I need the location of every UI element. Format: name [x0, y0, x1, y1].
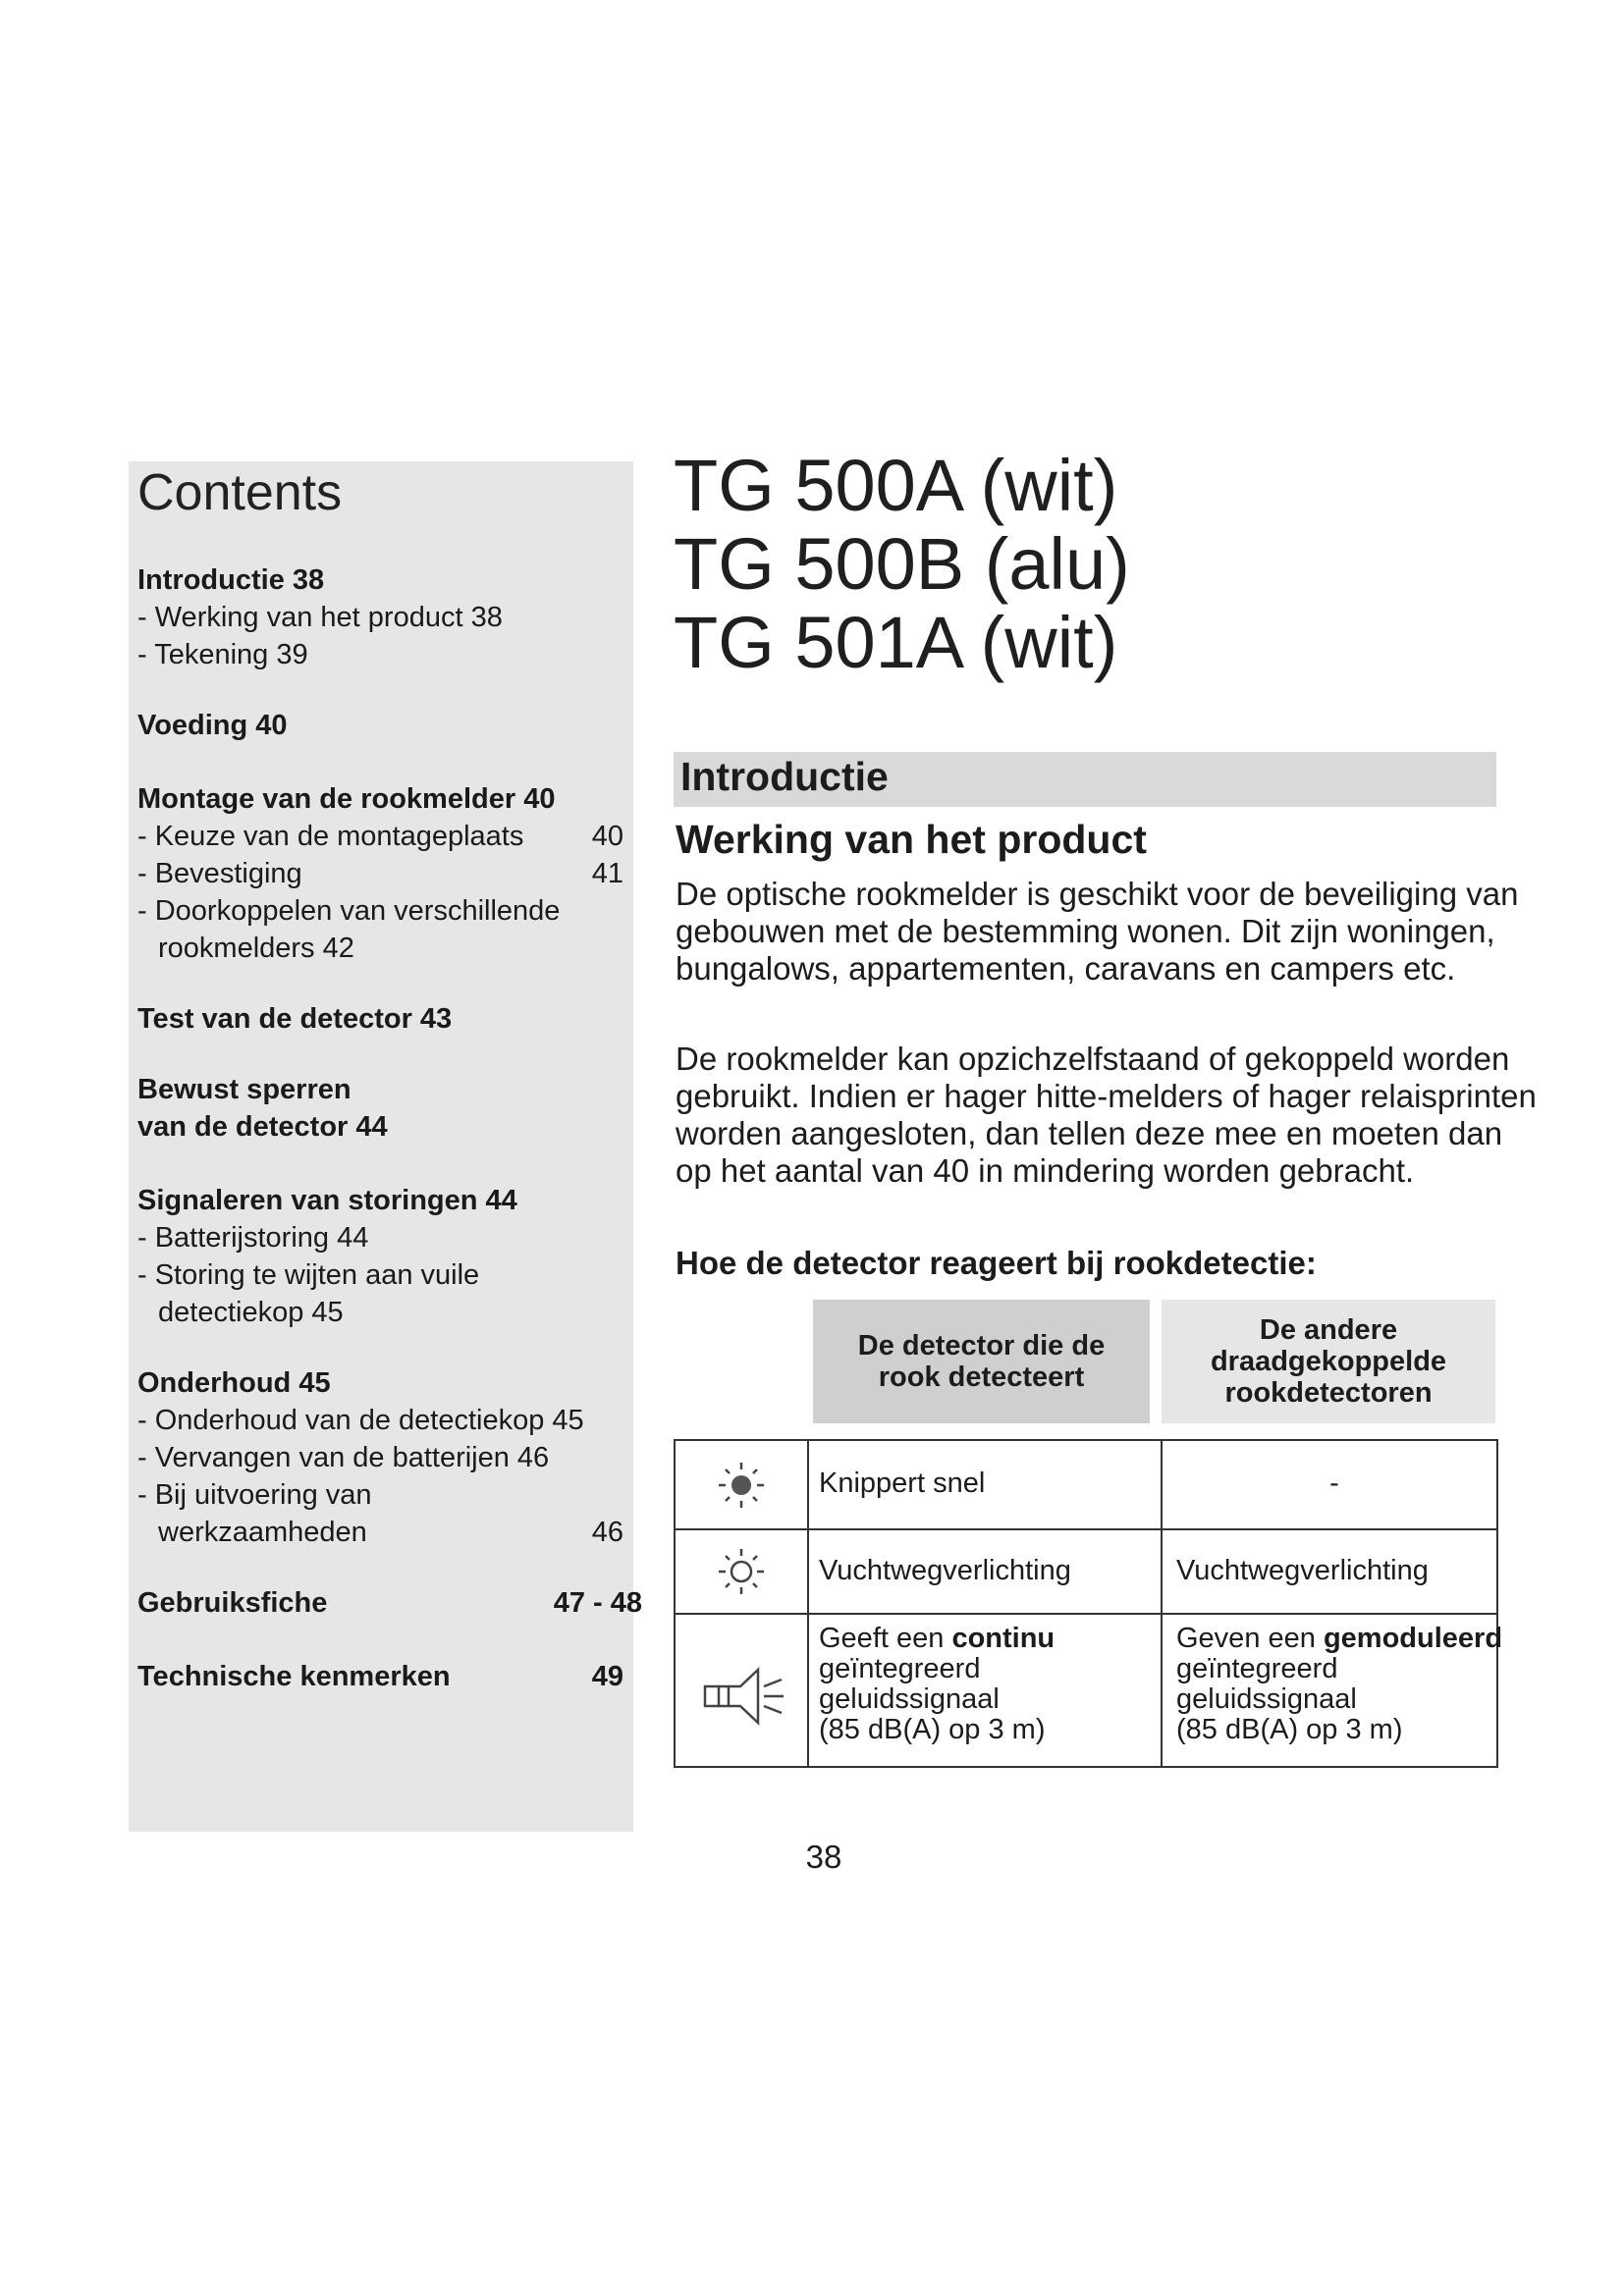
- subheading-werking: Werking van het product: [676, 817, 1147, 862]
- title-line: TG 500A (wit): [674, 445, 1118, 526]
- product-title: [674, 447, 1130, 682]
- toc-section-technische: [137, 1658, 623, 1695]
- table-cell: -: [1329, 1468, 1339, 1499]
- table-cell: Knippert snel: [819, 1468, 986, 1499]
- subheading-reaction: Hoe de detector reageert bij rookdetectie:: [676, 1245, 1317, 1281]
- toc-page: 40: [591, 821, 623, 852]
- section-band-introductie: [674, 752, 1496, 807]
- toc-heading[interactable]: Onderhoud 45: [137, 1367, 331, 1399]
- table-cell: Geven een gemoduleerd geïntegreerd geluidssignaal (85 dB(A) op 3 m): [1176, 1623, 1503, 1745]
- toc-page: 46: [591, 1517, 623, 1548]
- toc-heading[interactable]: van de detector 44: [137, 1111, 388, 1143]
- toc-page: 41: [591, 858, 623, 889]
- toc-item[interactable]: - Keuze van de montageplaats 40: [137, 818, 623, 855]
- table-cell: Geeft een continu geïntegreerd geluidssignaal (85 dB(A) op 3 m): [819, 1623, 1056, 1745]
- toc-heading[interactable]: Bewust sperren: [137, 1074, 352, 1105]
- toc-page: 47 - 48: [553, 1587, 642, 1619]
- toc-item[interactable]: - Werking van het product 38: [137, 602, 503, 633]
- toc-section-storingen: [137, 1182, 623, 1331]
- contents-title: Contents: [137, 464, 343, 521]
- table-cell: Vuchtwegverlichting: [819, 1555, 1071, 1586]
- paragraph: De rookmelder kan opzichzelfstaand of gekoppeld worden gebruikt. Indien er hager hitte-melders of hager relaisprinten worden aangesloten, dan tellen deze mee en moeten dan op het aantal van 40 in mindering worden gebracht.: [676, 1041, 1537, 1189]
- toc-item[interactable]: - Bevestiging 41: [137, 855, 623, 892]
- table-header-detecting: De detector die de rook detecteert: [813, 1300, 1150, 1423]
- toc-item[interactable]: - Vervangen van de batterijen 46: [137, 1442, 550, 1473]
- toc-heading[interactable]: Montage van de rookmelder 40: [137, 783, 556, 815]
- led-blinking-icon: [717, 1461, 766, 1515]
- page-number: 38: [805, 1839, 842, 1875]
- toc-heading[interactable]: Gebruiksfiche 47 - 48: [137, 1584, 642, 1622]
- toc-heading[interactable]: Voeding 40: [137, 710, 288, 741]
- section-heading: Introductie: [680, 754, 889, 799]
- toc-section-montage: [137, 780, 623, 967]
- title-line: TG 500B (alu): [674, 523, 1130, 605]
- toc-section-sperren: [137, 1071, 623, 1146]
- toc-item[interactable]: - Storing te wijten aan vuile detectiekop 45: [137, 1259, 480, 1328]
- table-header-others: De andere draadgekoppelde rookdetectoren: [1162, 1300, 1495, 1423]
- toc-section-introductie: [137, 561, 623, 673]
- paragraph: De optische rookmelder is geschikt voor de beveiliging van gebouwen met de bestemming wonen. Dit zijn woningen, bungalows, appartementen, caravans en campers etc.: [676, 876, 1519, 987]
- toc-item[interactable]: - Doorkoppelen van verschillende rookmelders 42: [137, 895, 561, 964]
- toc-item[interactable]: - Batterijstoring 44: [137, 1222, 369, 1254]
- toc-section-voeding: [137, 707, 623, 744]
- toc-page: 49: [591, 1661, 623, 1692]
- toc-heading[interactable]: Signaleren van storingen 44: [137, 1185, 517, 1216]
- table-cell: Vuchtwegverlichting: [1176, 1555, 1429, 1586]
- toc-item[interactable]: - Bij uitvoering van werkzaamheden 46: [137, 1476, 623, 1551]
- toc-heading[interactable]: Technische kenmerken 49: [137, 1658, 623, 1695]
- toc-heading[interactable]: Introductie 38: [137, 564, 325, 596]
- toc-section-gebruiksfiche: [137, 1584, 642, 1622]
- led-light-icon: [717, 1547, 766, 1601]
- toc-heading[interactable]: Test van de detector 43: [137, 1003, 453, 1035]
- toc-section-test: [137, 1000, 623, 1038]
- title-line: TG 501A (wit): [674, 602, 1118, 683]
- toc-item[interactable]: - Onderhoud van de detectiekop 45: [137, 1405, 584, 1436]
- toc-section-onderhoud: [137, 1364, 623, 1551]
- contents-panel: [129, 461, 642, 1832]
- reaction-table: [674, 1439, 1503, 1768]
- siren-icon: [701, 1662, 789, 1735]
- toc-item[interactable]: - Tekening 39: [137, 639, 308, 670]
